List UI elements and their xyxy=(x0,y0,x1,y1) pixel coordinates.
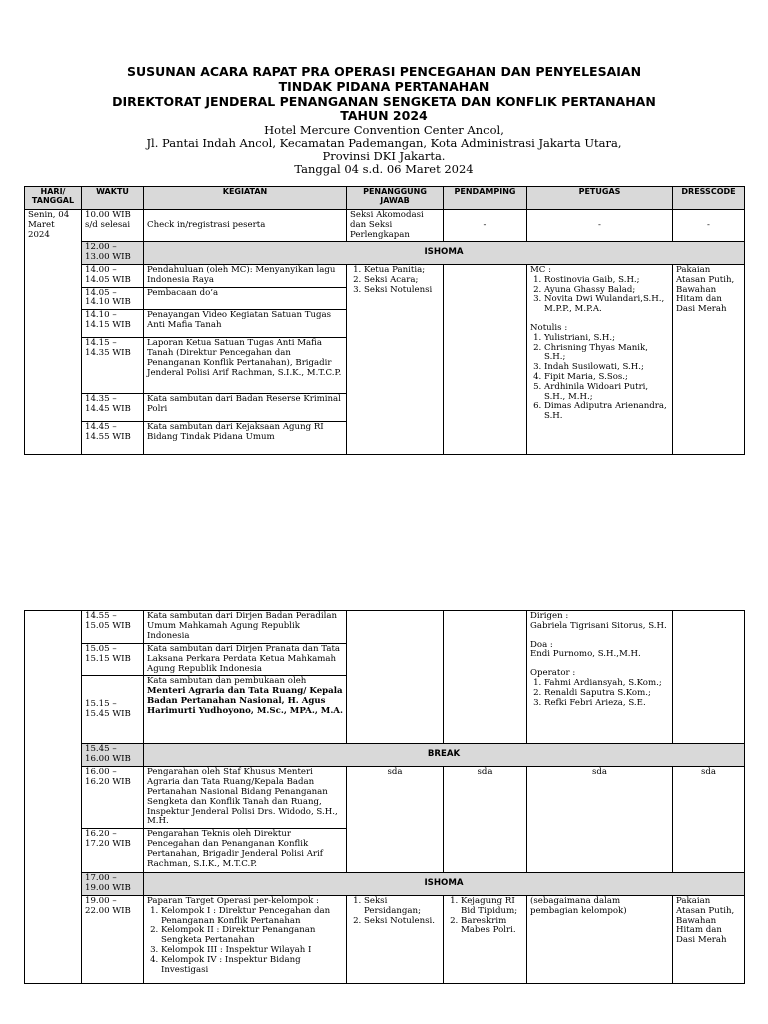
mc-list xyxy=(530,276,669,315)
venue-line-2: Jl. Pantai Indah Ancol, Kecamatan Pademangan, Kota Administrasi Jakarta Utara, xyxy=(146,136,622,150)
list-item: 2. Renaldi Saputra S.Kom.; xyxy=(544,689,669,699)
dirigen-name: Gabriela Tigrisani Sitorus, S.H. xyxy=(530,620,667,631)
dresscode-cell: Pakaian Atasan Putih, Bawahan Hitam dan Dasi Merah xyxy=(673,895,745,983)
dirigen-label: Dirigen : xyxy=(530,611,569,621)
col-header-companion: PENDAMPING xyxy=(444,187,527,210)
time-cell: 19.00 – 22.00 WIB xyxy=(82,895,144,983)
officer-cell: sda xyxy=(527,767,673,873)
notulis-label: Notulis : xyxy=(530,322,568,333)
time-cell: 14.45 – 14.55 WIB xyxy=(82,422,144,455)
pic-cell xyxy=(347,264,444,454)
activity-cell: Penayangan Video Kegiatan Satuan Tugas Anti Mafia Tanah xyxy=(144,310,347,338)
date-line: Tanggal 04 s.d. 06 Maret 2024 xyxy=(294,162,474,176)
day-cell: Senin, 04 Maret 2024 xyxy=(25,210,82,455)
group-list xyxy=(147,907,343,976)
time-cell: 15.15 – 15.45 WIB xyxy=(82,676,144,744)
col-header-activity: KEGIATAN xyxy=(144,187,347,210)
list-item: 2. Seksi Acara; xyxy=(364,276,440,286)
dresscode-cell xyxy=(673,611,745,744)
time-cell: 14.55 – 15.05 WIB xyxy=(82,611,144,644)
activity-cell: Pendahuluan (oleh MC): Menyanyikan lagu Indonesia Raya xyxy=(144,264,347,287)
time-cell: 16.20 – 17.20 WIB xyxy=(82,829,144,873)
doc-title-line-1: SUSUNAN ACARA RAPAT PRA OPERASI PENCEGAHAN DAN PENYELESAIAN xyxy=(126,64,642,79)
list-item: 2. Ayuna Ghassy Balad; xyxy=(544,286,669,296)
activity-intro: Paparan Target Operasi per-kelompok : xyxy=(147,895,319,906)
doc-title-line-4: TAHUN 2024 xyxy=(340,108,428,123)
list-item: 4. Fipit Maria, S.Sos.; xyxy=(544,373,669,383)
col-header-time: WAKTU xyxy=(82,187,144,210)
dresscode-cell: Pakaian Atasan Putih, Bawahan Hitam dan Dasi Merah xyxy=(673,264,745,454)
time-cell: 14.10 – 14.15 WIB xyxy=(82,310,144,338)
activity-cell: Pengarahan oleh Staf Khusus Menteri Agraria dan Tata Ruang/Kepala Badan Pertanahan Nasional Bidang Penanganan Sengketa dan Konflik Tanah dan Ruang, Inspektur Jenderal Polisi Drs. Widodo, S.H., M.H. xyxy=(144,767,347,829)
list-item: 4. Kelompok IV : Inspektur Bidang Investigasi xyxy=(161,956,343,976)
time-cell: 10.00 WIB s/d selesai xyxy=(82,210,144,242)
list-item: 2. Seksi Notulensi. xyxy=(364,917,440,927)
col-header-day: HARI/ TANGGAL xyxy=(25,187,82,210)
activity-cell: Kata sambutan dari Badan Reserse Kriminal Polri xyxy=(144,394,347,422)
venue-line-3: Provinsi DKI Jakarta. xyxy=(322,149,446,163)
list-item: 1. Ketua Panitia; xyxy=(364,266,440,276)
officer-cell xyxy=(527,611,673,744)
day-cell xyxy=(25,611,82,984)
pic-cell: Seksi Akomodasi dan Seksi Perlengkapan xyxy=(347,210,444,242)
operator-list xyxy=(530,679,669,708)
time-cell: 12.00 – 13.00 WIB xyxy=(82,242,144,265)
pic-list xyxy=(350,266,440,295)
companion-cell xyxy=(444,895,527,983)
activity-bold xyxy=(147,687,343,716)
time-cell: 15.45 – 16.00 WIB xyxy=(82,744,144,767)
col-header-pic: PENANGGUNG JAWAB xyxy=(347,187,444,210)
list-item: 1. Kejagung RI Bid Tipidum; xyxy=(461,897,523,917)
activity-cell: Check in/registrasi peserta xyxy=(144,210,347,242)
list-item: 1. Seksi Persidangan; xyxy=(364,897,440,917)
operator-label: Operator : xyxy=(530,668,576,679)
activity-cell: Pengarahan Teknis oleh Direktur Pencegahan dan Penanganan Konflik Pertanahan, Brigadir Jenderal Polisi Arif Rachman, S.I.K., M.T.C.P. xyxy=(144,829,347,873)
time-cell: 14.35 – 14.45 WIB xyxy=(82,394,144,422)
pic-list xyxy=(350,897,440,926)
companion-cell: - xyxy=(444,210,527,242)
list-item: 3. Indah Susilowati, S.H.; xyxy=(544,363,669,373)
list-item: 3. Kelompok III : Inspektur Wilayah I xyxy=(161,946,343,956)
list-item: 2. Chrisning Thyas Manik, S.H.; xyxy=(544,344,669,364)
activity-cell: Kata sambutan dari Kejaksaan Agung RI Bidang Tindak Pidana Umum xyxy=(144,422,347,455)
activity-cell: Pembacaan do’a xyxy=(144,287,347,310)
list-item: 6. Dimas Adiputra Arienandra, S.H. xyxy=(544,402,669,422)
list-item: 1. Fahmi Ardiansyah, S.Kom.; xyxy=(544,679,669,689)
doc-title-line-3: DIREKTORAT JENDERAL PENANGANAN SENGKETA DAN KONFLIK PERTANAHAN xyxy=(112,94,656,109)
time-cell: 14.15 – 14.35 WIB xyxy=(82,338,144,394)
list-item: 3. Novita Dwi Wulandari,S.H., M.P.P., M.P.A. xyxy=(544,295,669,315)
schedule-table-page-2 xyxy=(24,610,745,984)
officer-cell xyxy=(527,264,673,454)
doc-title-line-2: TINDAK PIDANA PERTANAHAN xyxy=(278,79,490,94)
doa-label: Doa : xyxy=(530,639,553,650)
list-item: 5. Ardhinila Widoari Putri, S.H., M.H.; xyxy=(544,383,669,403)
schedule-table-page-1 xyxy=(24,186,745,455)
activity-cell xyxy=(144,895,347,983)
list-item: 1. Yulistriani, S.H.; xyxy=(544,334,669,344)
time-cell: 17.00 – 19.00 WIB xyxy=(82,873,144,896)
pic-cell xyxy=(347,611,444,744)
ishoma-band: ISHOMA xyxy=(144,242,745,265)
list-item: 1. Kelompok I : Direktur Pencegahan dan Penanganan Konflik Pertanahan xyxy=(161,907,343,927)
venue-line-1: Hotel Mercure Convention Center Ancol, xyxy=(264,123,504,137)
doa-name: Endi Purnomo, S.H.,M.H. xyxy=(530,649,641,660)
officer-cell: (sebagaimana dalam pembagian kelompok) xyxy=(527,895,673,983)
time-cell: 14.05 – 14.10 WIB xyxy=(82,287,144,310)
officer-cell: - xyxy=(527,210,673,242)
time-cell: 16.00 – 16.20 WIB xyxy=(82,767,144,829)
ishoma-band: ISHOMA xyxy=(144,873,745,896)
break-band: BREAK xyxy=(144,744,745,767)
pic-cell xyxy=(347,895,444,983)
activity-cell xyxy=(144,676,347,744)
list-item: 1. Rostinovia Gaib, S.H.; xyxy=(544,276,669,286)
notulis-list xyxy=(530,334,669,422)
dresscode-cell: sda xyxy=(673,767,745,873)
activity-cell: Kata sambutan dari Dirjen Badan Peradilan Umum Mahkamah Agung Republik Indonesia xyxy=(144,611,347,644)
col-header-officer: PETUGAS xyxy=(527,187,673,210)
activity-cell: Kata sambutan dari Dirjen Pranata dan Tata Laksana Perkara Perdata Ketua Mahkamah Agung Republik Indonesia xyxy=(144,644,347,676)
pic-cell: sda xyxy=(347,767,444,873)
time-cell: 15.05 – 15.15 WIB xyxy=(82,644,144,676)
mc-label: MC : xyxy=(530,264,552,275)
companion-cell xyxy=(444,611,527,744)
list-item: 2. Bareskrim Mabes Polri. xyxy=(461,917,523,937)
companion-list xyxy=(447,897,523,936)
time-cell: 14.00 – 14.05 WIB xyxy=(82,264,144,287)
activity-intro: Kata sambutan dan pembukaan oleh xyxy=(147,676,307,687)
col-header-dresscode: DRESSCODE xyxy=(673,187,745,210)
list-item: 3. Refki Febri Arieza, S.E. xyxy=(544,699,669,709)
activity-cell: Laporan Ketua Satuan Tugas Anti Mafia Tanah (Direktur Pencegahan dan Penanganan Konflik Pertanahan), Brigadir Jenderal Polisi Arif Rachman, S.I.K., M.T.C.P. xyxy=(144,338,347,394)
companion-cell: sda xyxy=(444,767,527,873)
dresscode-cell: - xyxy=(673,210,745,242)
list-item: 3. Seksi Notulensi xyxy=(364,286,440,296)
minister-name: Menteri Agraria dan Tata Ruang/ Kepala Badan Pertanahan Nasional, H. Agus Harimurti Yudhoyono, M.Sc., MPA., M.A. xyxy=(147,686,343,716)
list-item: 2. Kelompok II : Direktur Penanganan Sengketa Pertanahan xyxy=(161,926,343,946)
companion-cell xyxy=(444,264,527,454)
